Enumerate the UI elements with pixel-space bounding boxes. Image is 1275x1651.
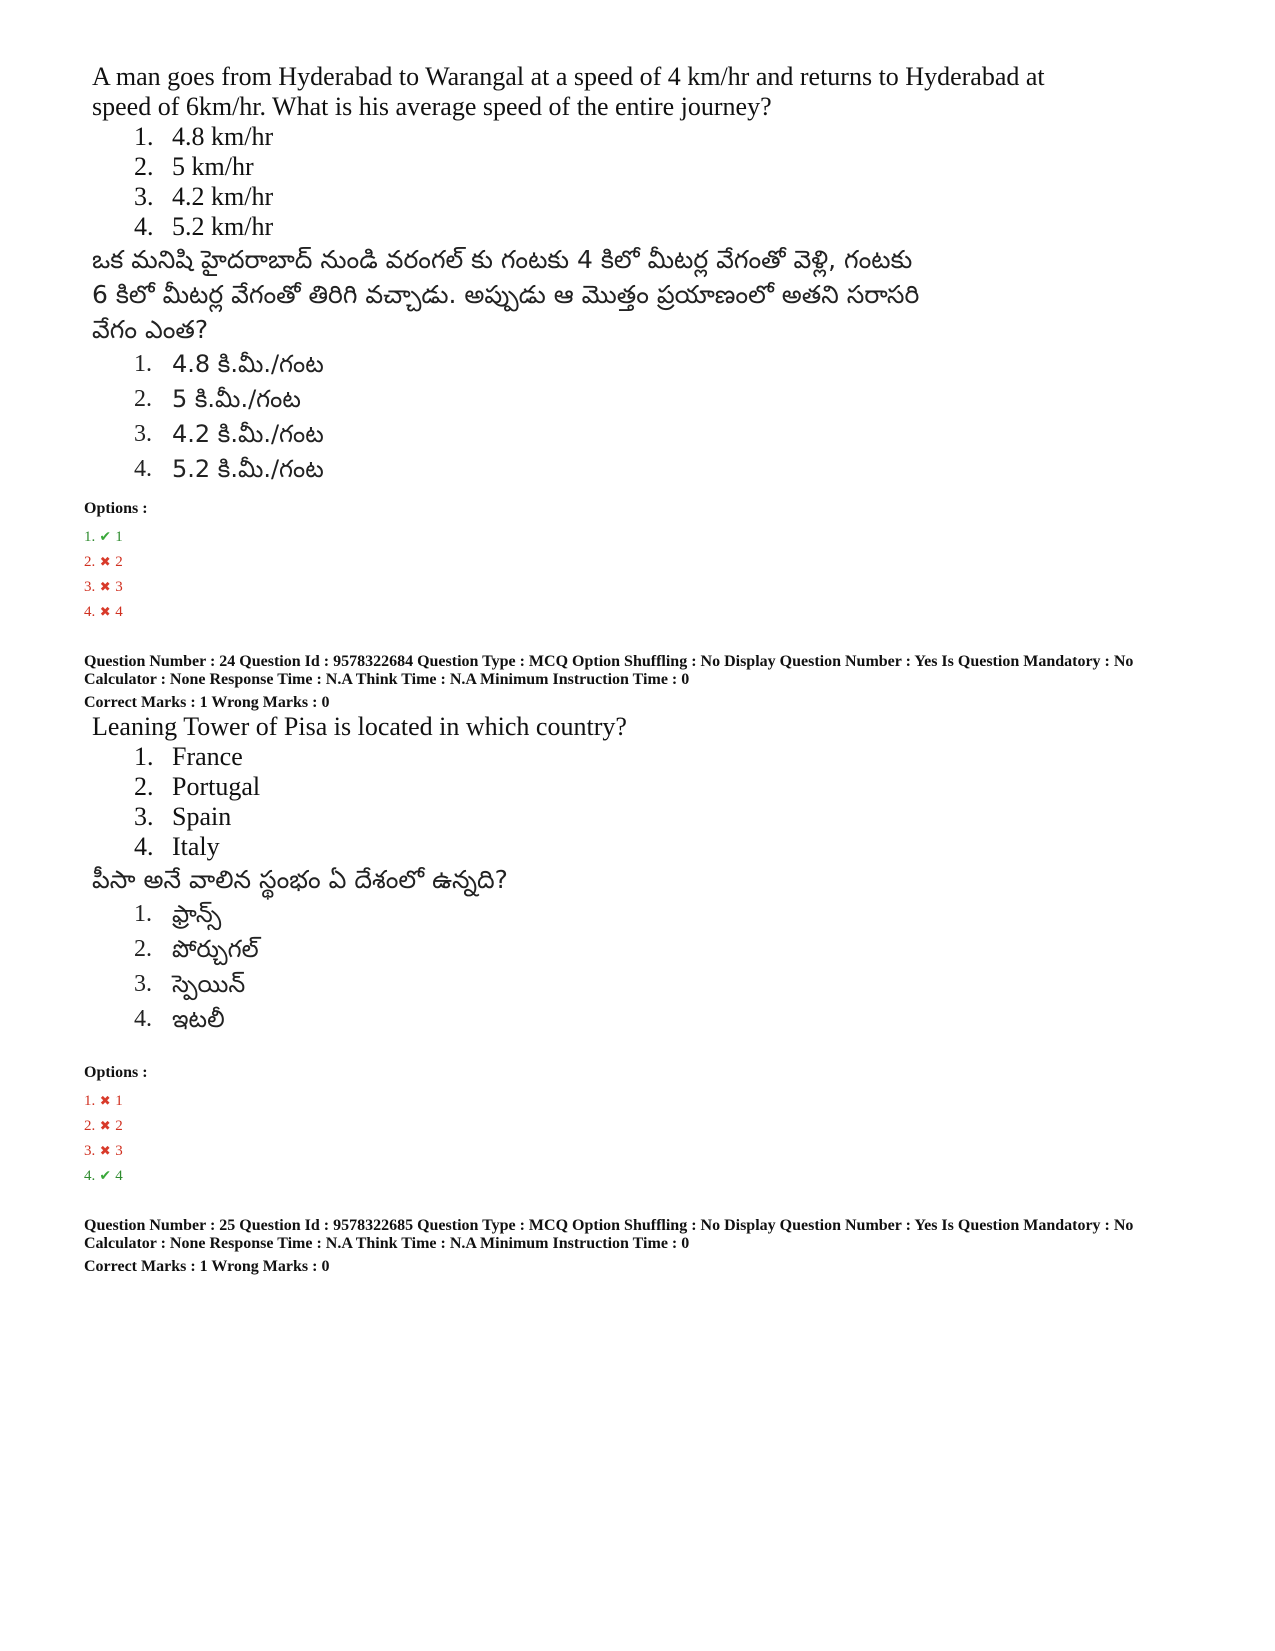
question-23-english-line-2: speed of 6km/hr. What is his average speed of the entire journey?: [92, 92, 772, 121]
option-item: 4. ✖ 4: [84, 600, 148, 625]
question-24-telugu-choice: 2. పోర్చుగల్: [134, 935, 259, 963]
question-25-meta: [84, 1217, 1204, 1253]
question-24-meta: [84, 653, 1204, 689]
question-23-english-choices: [92, 122, 1192, 242]
question-23-telugu-line-3: వేగం ఎంత?: [92, 315, 209, 344]
check-icon: ✔: [99, 529, 112, 545]
option-item: 1. ✔ 1: [84, 525, 148, 550]
question-23-telugu-choice: 3. 4.2 కి.మీ./గంట: [134, 420, 324, 448]
question-24-telugu: పీసా అనే వాలిన స్థంభం ఏ దేశంలో ఉన్నది?: [92, 865, 508, 894]
option-item: 3. ✖ 3: [84, 1139, 148, 1164]
question-23-telugu-choice: 4. 5.2 కి.మీ./గంట: [134, 455, 324, 483]
question-23-options: [84, 499, 148, 625]
question-23-english-choice: 4. 5.2 km/hr: [134, 212, 274, 241]
question-25-meta-line-2: Calculator : None Response Time : N.A Think Time : N.A Minimum Instruction Time : 0: [84, 1235, 690, 1252]
question-23-english-line-1: A man goes from Hyderabad to Warangal at a speed of 4 km/hr and returns to Hyderabad at: [92, 62, 1045, 91]
cross-icon: ✖: [99, 1144, 111, 1159]
question-24-english-choice: 4. Italy: [134, 832, 220, 861]
cross-icon: ✖: [99, 1094, 111, 1109]
question-24-telugu-choice: 4. ఇటలీ: [134, 1005, 225, 1033]
question-23-english-choice: 1. 4.8 km/hr: [134, 122, 274, 151]
question-25-marks: Correct Marks : 1 Wrong Marks : 0: [84, 1258, 330, 1275]
question-23-english-choice: 2. 5 km/hr: [134, 152, 254, 181]
question-25-meta-line-1: Question Number : 25 Question Id : 9578322685 Question Type : MCQ Option Shuffling : No Display Question Number : Yes Is Question Mandatory : No: [84, 1217, 1134, 1234]
question-23-telugu-line-2: 6 కిలో మీటర్ల వేగంతో తిరిగి వచ్చాడు. అప్పుడు ఆ మొత్తం ప్రయాణంలో అతని సరాసరి: [92, 280, 920, 309]
question-23-english-choice: 3. 4.2 km/hr: [134, 182, 274, 211]
cross-icon: ✖: [99, 1119, 111, 1134]
question-23-telugu-choice: 2. 5 కి.మీ./గంట: [134, 385, 301, 413]
question-24-english-choice: 1. France: [134, 742, 243, 771]
question-24-meta-line-1: Question Number : 24 Question Id : 9578322684 Question Type : MCQ Option Shuffling : No Display Question Number : Yes Is Question Mandatory : No: [84, 653, 1134, 670]
question-24-telugu-choice: 1. ఫ్రాన్స్: [134, 900, 222, 928]
check-icon: ✔: [99, 1168, 112, 1184]
question-24-marks: Correct Marks : 1 Wrong Marks : 0: [84, 694, 330, 711]
question-24-meta-line-2: Calculator : None Response Time : N.A Think Time : N.A Minimum Instruction Time : 0: [84, 671, 690, 688]
question-23-image: [92, 62, 1192, 487]
cross-icon: ✖: [99, 580, 111, 595]
question-24-options: [84, 1063, 148, 1189]
option-item: 2. ✖ 2: [84, 1114, 148, 1139]
question-24-english-choice: 2. Portugal: [134, 772, 261, 801]
option-item: 2. ✖ 2: [84, 550, 148, 575]
question-24-telugu-choice: 3. స్పెయిన్: [134, 970, 246, 998]
option-item: 3. ✖ 3: [84, 575, 148, 600]
question-24-image: [92, 712, 992, 1037]
question-23-telugu-line-1: ఒక మనిషి హైదరాబాద్ నుండి వరంగల్ కు గంటకు 4 కిలో మీటర్ల వేగంతో వెళ్లి, గంటకు: [92, 245, 913, 274]
option-item: 4. ✔ 4: [84, 1164, 148, 1189]
question-24-english-choices: [92, 742, 992, 862]
question-24-english: Leaning Tower of Pisa is located in which country?: [92, 712, 627, 741]
cross-icon: ✖: [99, 555, 111, 570]
question-24-telugu-choices: [92, 897, 992, 1037]
options-label: Options :: [84, 1064, 148, 1081]
question-23-telugu-choice: 1. 4.8 కి.మీ./గంట: [134, 350, 324, 378]
cross-icon: ✖: [99, 605, 111, 620]
question-23-telugu-choices: [92, 347, 1192, 487]
options-label: Options :: [84, 500, 148, 517]
question-24-english-choice: 3. Spain: [134, 802, 232, 831]
option-item: 1. ✖ 1: [84, 1089, 148, 1114]
